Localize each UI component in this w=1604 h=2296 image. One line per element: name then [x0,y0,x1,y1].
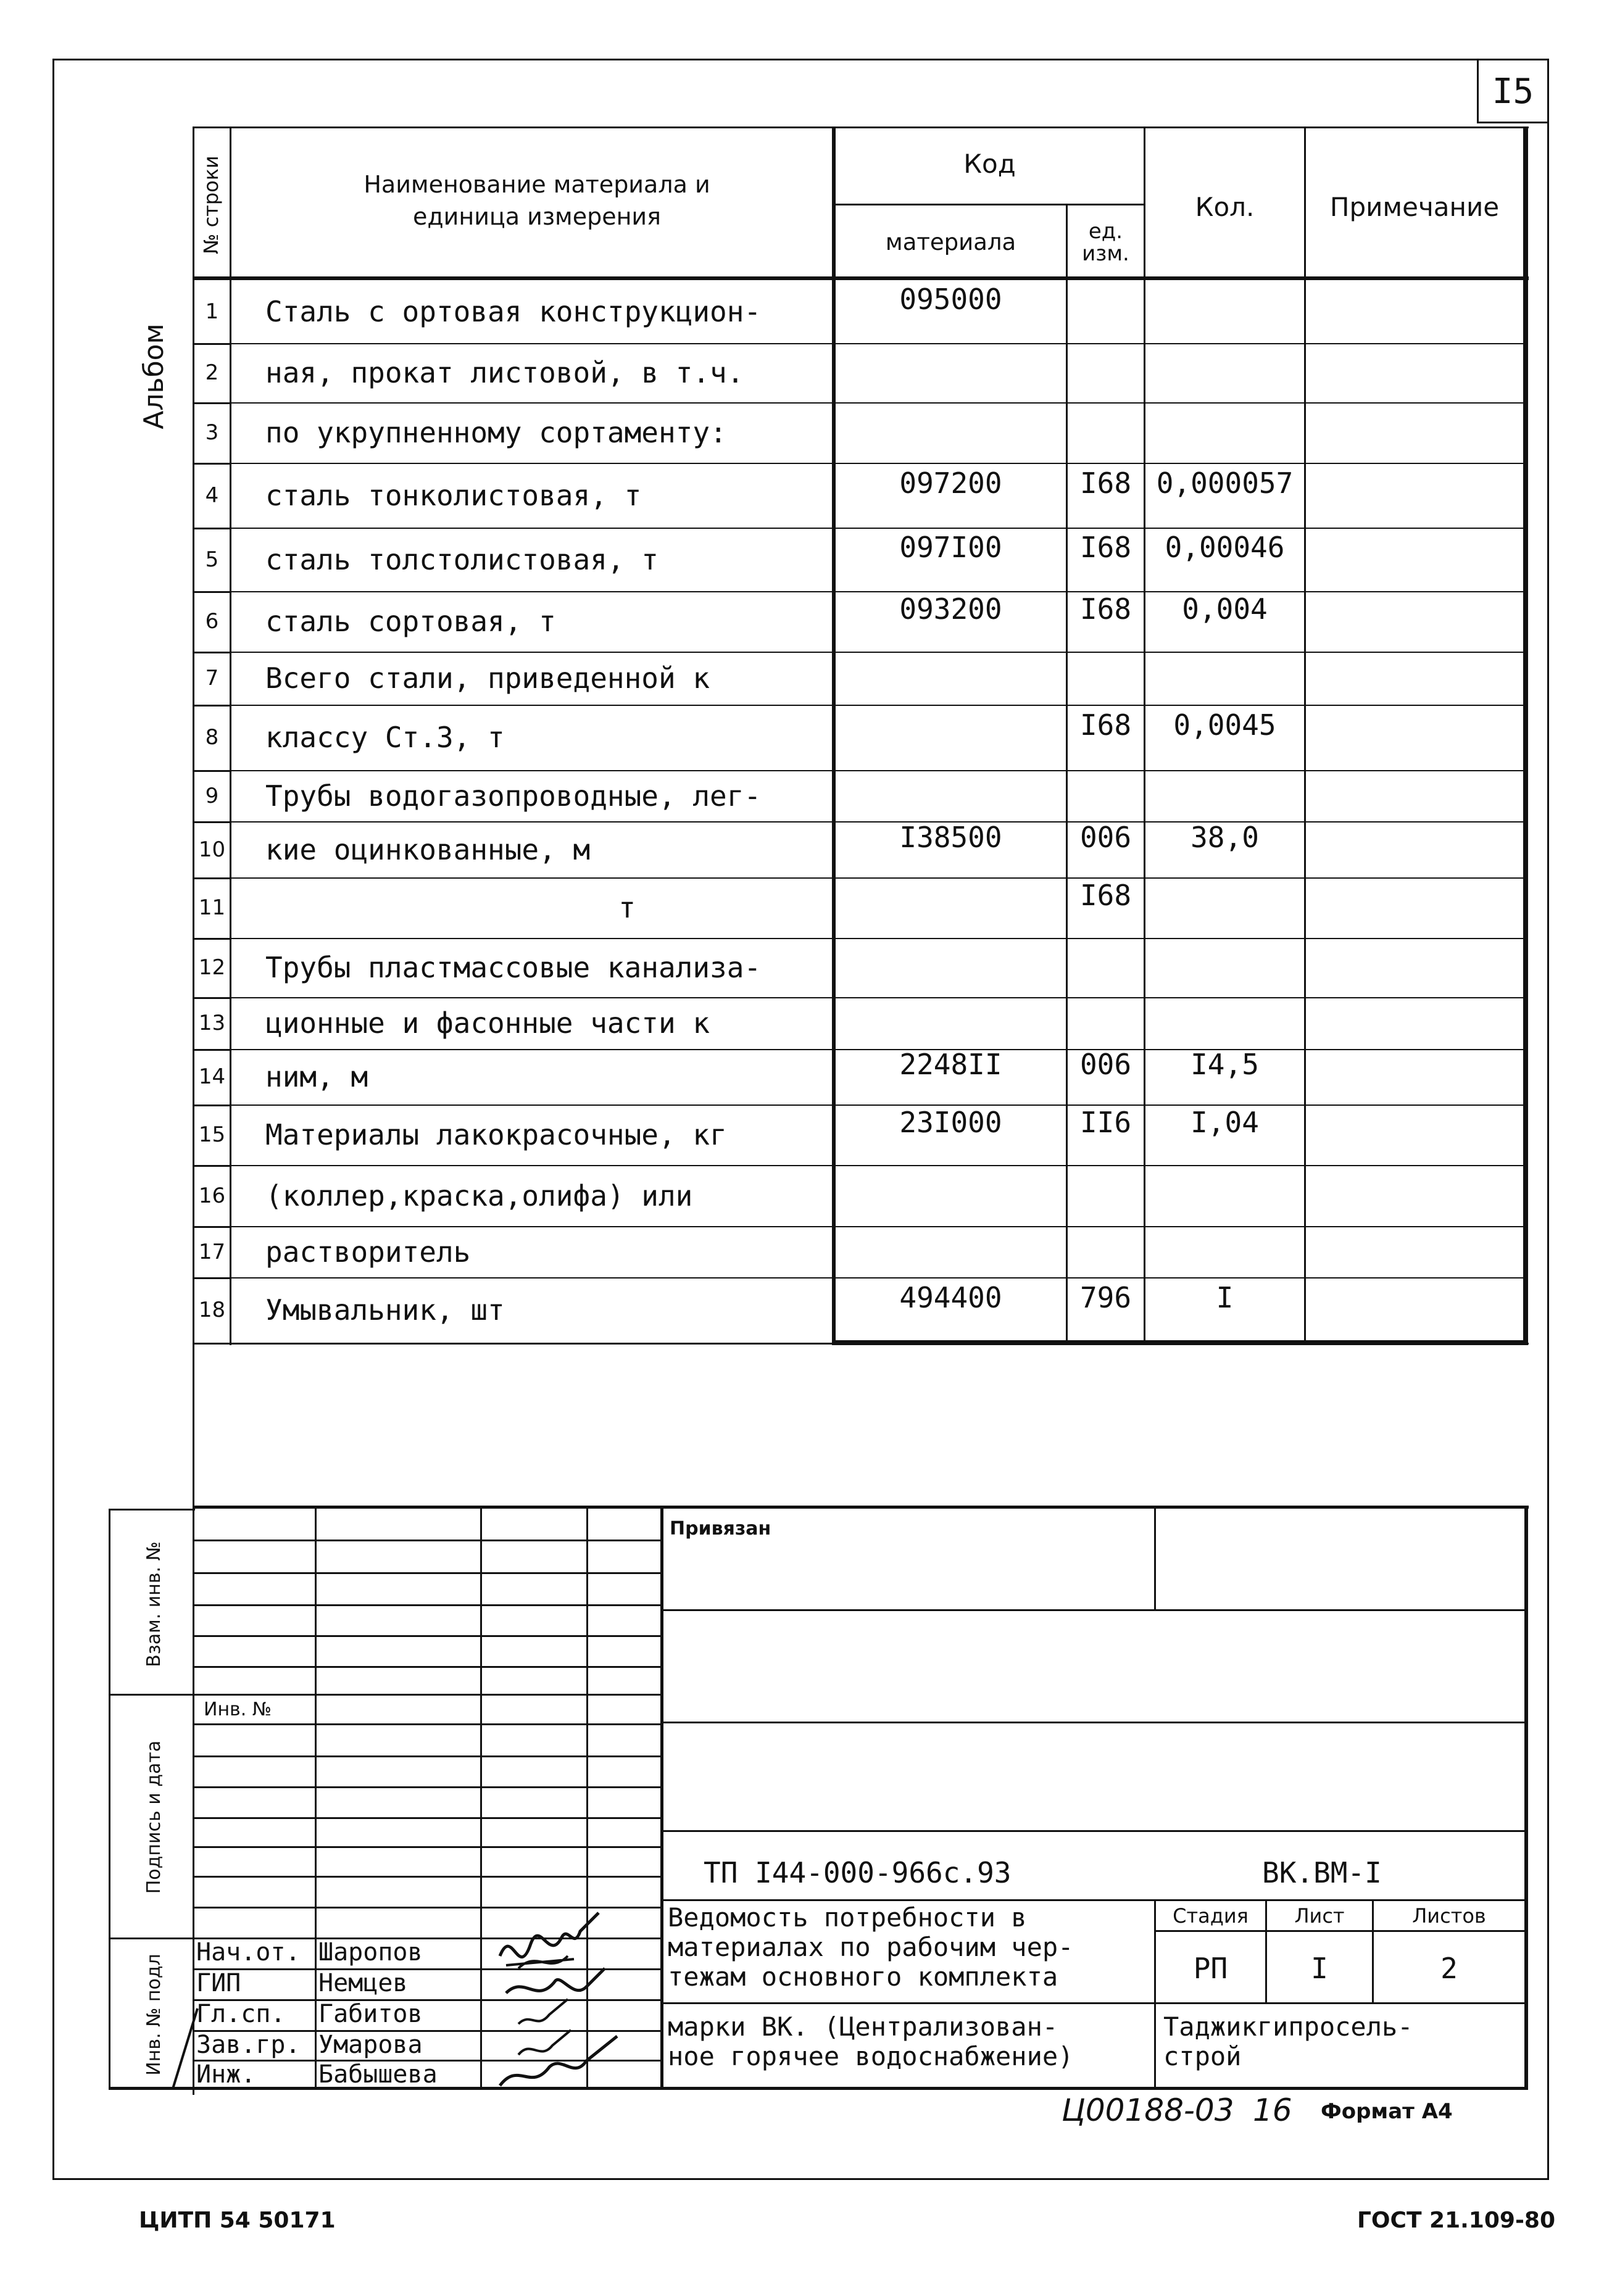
row-unit: I68 [1079,530,1132,564]
stamp-grid-line [193,1723,662,1725]
row-unit [1068,758,1144,809]
row-number: 4 [205,483,219,508]
row-unit [1068,1153,1144,1214]
row-qty: 0,00046 [1165,530,1285,564]
row-unit: II6 [1079,1106,1132,1139]
handwritten-num: 16 [1253,2092,1292,2128]
row-qty: 0,000057 [1156,466,1294,500]
row-unit [1068,985,1144,1037]
stamp-grid-line [193,1755,662,1757]
row-unit: 006 [1079,1048,1132,1081]
signatory-name: Немцев [318,1969,408,1997]
row-qty [1145,639,1304,692]
row-name: Всего стали, приведенной к [265,661,710,695]
row-unit [1068,268,1144,331]
header-qty: Кол. [1195,191,1255,222]
doc-code: ТП I44-000-966с.93 [704,1856,1012,1889]
row-qty [1145,1153,1304,1214]
row-name: сталь сортовая, т [265,605,556,638]
row-number: 1 [205,299,219,324]
header-unit: ед. изм. [1082,218,1129,266]
row-note [1306,652,1523,705]
stamp-grid-line [193,1604,662,1606]
row-code: 2248II [899,1048,1002,1081]
row-unit [1068,926,1144,985]
row-name: (коллер,краска,олифа) или [265,1179,693,1212]
row-number: 12 [198,955,226,980]
row-qty: 38,0 [1191,820,1259,854]
row-unit [1068,390,1144,450]
doc-title-line4: марки ВК. (Централизован- [668,2011,1058,2042]
stamp-grid-line [193,1540,662,1541]
footer-left: ЦИТП 54 50171 [139,2207,336,2233]
signatory-role: Зав.гр. [196,2031,301,2059]
row-note [1306,1277,1523,1343]
row-note [1306,528,1523,591]
row-number: 10 [198,837,226,862]
row-qty [1145,926,1304,985]
row-code: I38500 [899,820,1002,854]
header-name: Наименование материала и единица измерения [364,171,710,230]
row-qty: 0,0045 [1173,708,1276,742]
doc-title-line5: ное горячее водоснабжение) [668,2041,1074,2071]
row-unit: I68 [1079,879,1132,912]
album-label: Альбом [138,323,170,429]
row-note [1306,463,1523,528]
row-number: 15 [198,1122,226,1147]
row-note [1306,343,1523,402]
slash-mark [167,2005,204,2092]
row-code [836,1153,1066,1214]
row-name: Сталь с ортовая конструкцион- [265,295,762,328]
row-code: 095000 [899,283,1002,316]
row-note [1306,1104,1523,1165]
row-qty [1145,1214,1304,1265]
row-number: 13 [198,1011,226,1035]
row-code: 23I000 [899,1106,1002,1139]
row-code [836,985,1066,1037]
row-number: 2 [205,360,219,385]
row-name: сталь толстолистовая, т [265,542,659,576]
row-note [1306,280,1523,343]
row-qty: I4,5 [1191,1048,1259,1081]
row-number: 9 [205,783,219,808]
row-number: 11 [198,895,226,920]
footer-right: ГОСТ 21.109-80 [1357,2207,1555,2233]
row-unit: I68 [1079,592,1132,626]
row-name: т [618,891,636,924]
sheets-value: 2 [1440,1952,1458,1985]
handwritten-code: Ц00188-03 [1062,2092,1234,2128]
side-label-inv: Инв. № подл [143,1954,165,2076]
signatory-name: Габитов [318,2000,423,2028]
row-unit: I68 [1079,466,1132,500]
header-material: материала [885,229,1016,255]
page-number: I5 [1492,72,1534,112]
header-code: Код [963,148,1016,179]
stage-label: Стадия [1173,1904,1249,1928]
row-name: классу Ст.3, т [265,721,505,754]
stamp-grid-line [193,1635,662,1637]
row-code: 097I00 [899,530,1002,564]
row-name: ная, прокат листовой, в т.ч. [265,356,744,389]
stamp-grid-line [193,1572,662,1574]
doc-title-line2: материалах по рабочим чер- [668,1931,1074,1962]
row-name: по укрупненному сортаменту: [265,416,727,449]
row-name: растворитель [265,1235,471,1269]
row-number: 8 [205,725,219,750]
row-unit: 006 [1079,820,1132,854]
signatory-role: Гл.сп. [196,2000,286,2028]
signatory-name: Шаропов [318,1938,423,1967]
row-note [1306,877,1523,938]
row-qty [1145,268,1304,331]
row-code: 494400 [899,1281,1002,1314]
row-name: ним, м [265,1060,368,1093]
row-note [1306,997,1523,1049]
row-note [1306,770,1523,821]
signatory-role: Инж. [196,2060,256,2089]
stamp-grid-line [193,1817,662,1819]
side-label-podp: Подпись и дата [143,1740,165,1894]
side-label-vzam: Взам. инв. № [143,1541,165,1667]
row-note [1306,705,1523,770]
row-unit: 796 [1079,1281,1132,1314]
row-note [1306,402,1523,463]
row-code: 097200 [899,466,1002,500]
org-line1: Таджикгипросель- [1163,2011,1413,2042]
row-number: 3 [205,420,219,445]
inv-no-label: Инв. № [204,1698,272,1720]
row-note [1306,1049,1523,1104]
row-code [836,390,1066,450]
stamp-grid-line [193,1876,662,1878]
row-number: 14 [198,1064,226,1089]
row-note [1306,821,1523,877]
org-line2: строй [1163,2041,1242,2071]
row-qty: I,04 [1191,1106,1259,1139]
doc-title-line3: тежам основного комплекта [668,1961,1058,1992]
row-number: 17 [198,1239,226,1264]
row-qty [1145,331,1304,390]
row-unit [1068,1214,1144,1265]
stamp-grid-line [193,1846,662,1848]
row-note [1306,591,1523,652]
row-note [1306,938,1523,997]
row-name: Умывальник, шт [265,1293,505,1327]
row-name: Материалы лакокрасочные, кг [265,1118,727,1151]
row-code [836,331,1066,390]
row-code [836,865,1066,926]
row-name: сталь тонколистовая, т [265,478,642,512]
signatory-role: ГИП [196,1969,241,1997]
signatory-role: Нач.от. [196,1938,301,1967]
row-unit: I68 [1079,708,1132,742]
row-name: ционные и фасонные части к [265,1006,710,1040]
row-number: 18 [198,1298,226,1322]
sheet-value: I [1311,1952,1328,1985]
stamp-grid-line [193,1666,662,1668]
stamp-grid-line [193,1786,662,1788]
row-number: 5 [205,547,219,572]
privyazan-label: Привязан [670,1517,771,1540]
signature-scribbles [481,1907,642,2092]
row-code [836,639,1066,692]
row-name: Трубы водогазопроводные, лег- [265,779,762,813]
row-unit [1068,331,1144,390]
row-number: 7 [205,666,219,690]
doc-mark: ВК.ВМ-I [1262,1856,1382,1889]
row-number: 16 [198,1183,226,1208]
header-note: Примечание [1329,191,1500,222]
row-code: 093200 [899,592,1002,626]
row-qty: 0,004 [1182,592,1268,626]
sheets-label: Листов [1412,1904,1486,1928]
row-note [1306,1226,1523,1277]
row-unit [1068,639,1144,692]
signatory-name: Умарова [318,2031,423,2059]
row-qty [1145,758,1304,809]
row-qty [1145,865,1304,926]
row-code [836,692,1066,758]
stage-value: РП [1193,1952,1228,1985]
row-qty [1145,985,1304,1037]
row-code [836,926,1066,985]
row-qty [1145,390,1304,450]
signatory-name: Бабышева [318,2060,438,2089]
row-name: Трубы пластмассовые канализа- [265,951,762,984]
row-name: кие оцинкованные, м [265,832,591,866]
doc-title-line1: Ведомость потребности в [668,1902,1027,1933]
format-label: Формат А4 [1321,2099,1453,2124]
row-number: 6 [205,609,219,634]
row-code [836,758,1066,809]
row-qty: I [1216,1281,1234,1314]
header-row-no: № строки [199,155,223,254]
sheet-label: Лист [1294,1904,1345,1928]
row-code [836,1214,1066,1265]
row-note [1306,1165,1523,1226]
